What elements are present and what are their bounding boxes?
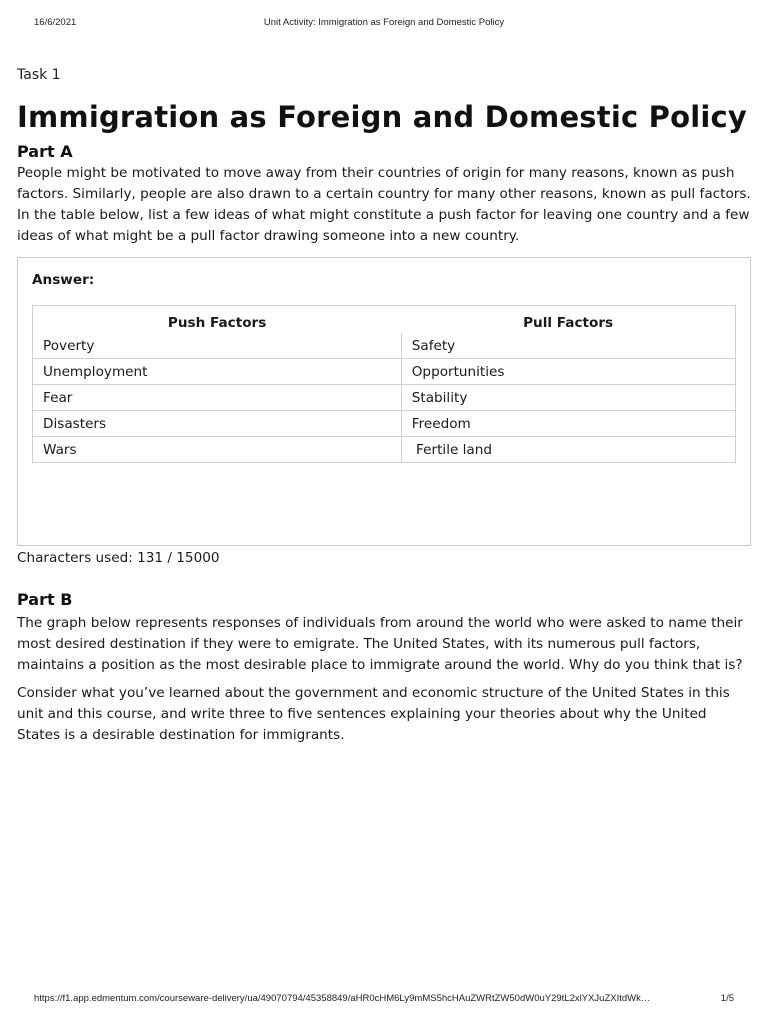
print-date: 16/6/2021 bbox=[34, 17, 77, 28]
pull-factor-cell: Safety bbox=[401, 333, 735, 359]
push-factor-cell: Fear bbox=[33, 385, 402, 411]
page-title: Immigration as Foreign and Domestic Policy bbox=[17, 100, 748, 134]
pull-factor-cell: Opportunities bbox=[401, 359, 735, 385]
table-row bbox=[33, 385, 736, 411]
push-factor-cell: Disasters bbox=[33, 411, 402, 437]
page-number: 1/5 bbox=[720, 993, 734, 1004]
answer-box[interactable] bbox=[17, 257, 751, 546]
answer-label: Answer: bbox=[32, 272, 95, 288]
print-page-title: Unit Activity: Immigration as Foreign and Domestic Policy bbox=[263, 17, 505, 28]
task-label: Task 1 bbox=[17, 67, 61, 83]
part-b-paragraph-1: The graph below represents responses of individuals from around the world who were asked to name their most desired destination if they were to emigrate. The United States, with its numerous pull factors, maintains a position as the most desirable place to immigrate around the world. Why do you think that is? bbox=[17, 615, 743, 673]
part-b-paragraph-2: Consider what you’ve learned about the government and economic structure of the United States in this unit and this course, and write three to five sentences explaining your theories about why the United States is a desirable destination for immigrants. bbox=[17, 685, 730, 743]
part-a-instructions: People might be motivated to move away from their countries of origin for many reasons, known as push factors. Similarly, people are also drawn to a certain country for many other reasons, known as pull factors. In the table below, list a few ideas of what might constitute a push factor for leaving one country and a few ideas of what might be a pull factor drawing someone into a new country. bbox=[17, 165, 751, 244]
part-a-title: Part A bbox=[17, 142, 73, 161]
pull-factor-cell: Fertile land bbox=[401, 437, 735, 463]
table-row bbox=[33, 437, 736, 463]
characters-used-counter: Characters used: 131 / 15000 bbox=[17, 550, 220, 566]
factors-table bbox=[32, 305, 736, 463]
pull-factor-cell: Freedom bbox=[401, 411, 735, 437]
push-factor-cell: Wars bbox=[33, 437, 402, 463]
main-content bbox=[17, 64, 751, 746]
pull-factors-header: Pull Factors bbox=[401, 306, 735, 334]
part-b-title: Part B bbox=[17, 590, 73, 609]
print-footer bbox=[34, 993, 734, 1007]
push-factors-header: Push Factors bbox=[33, 306, 402, 334]
push-factor-cell: Poverty bbox=[33, 333, 402, 359]
push-factor-cell: Unemployment bbox=[33, 359, 402, 385]
table-row bbox=[33, 411, 736, 437]
table-row bbox=[33, 359, 736, 385]
pull-factor-cell: Stability bbox=[401, 385, 735, 411]
table-row bbox=[33, 333, 736, 359]
print-header bbox=[34, 17, 734, 31]
print-url: https://f1.app.edmentum.com/courseware-delivery/ua/49070794/45358849/aHR0cHM6Ly9mMS5hcHAuZWRtZW50dW0uY29tL2xlYXJuZXItdWk… bbox=[34, 993, 651, 1004]
